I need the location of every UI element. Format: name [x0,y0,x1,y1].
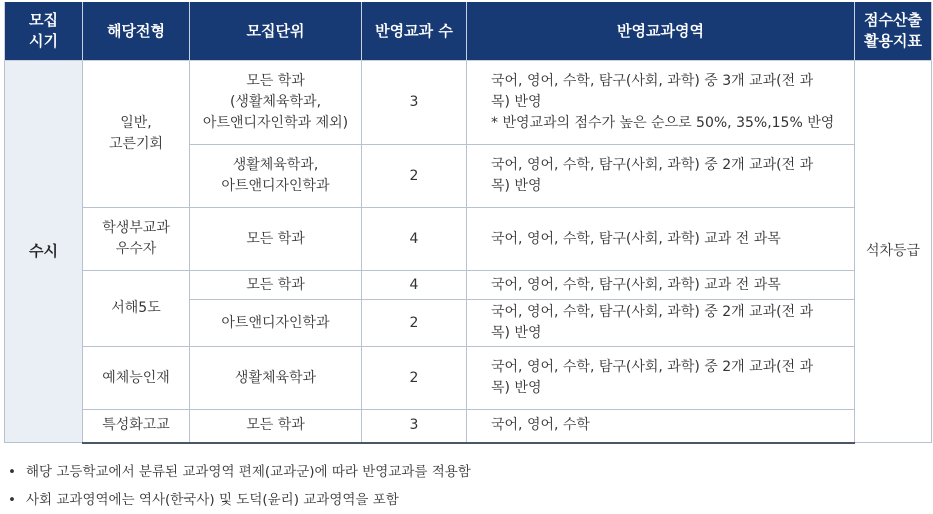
area-cell: 국어, 영어, 수학, 탐구(사회, 과학) 교과 전 과목 [467,208,855,271]
area-cell: 국어, 영어, 수학, 탐구(사회, 과학) 중 2개 교과(전 과 목) 반영 [467,347,855,410]
count-cell: 2 [362,347,467,410]
area-cell: 국어, 영어, 수학 [467,410,855,443]
type-cell: 서해5도 [83,271,190,347]
unit-cell: 아트앤디자인학과 [190,300,362,347]
count-cell: 4 [362,271,467,300]
unit-cell: 모든 학과 [190,208,362,271]
footnote-item [8,458,471,486]
type-cell: 특성화고교 [83,410,190,443]
type-cell: 예체능인재 [83,347,190,410]
table-row [5,61,932,145]
table-row [5,347,932,410]
footnote-text: 사회 교과영역에는 역사(한국사) 및 도덕(윤리) 교과영역을 포함 [26,492,399,508]
table-row [5,208,932,271]
table-header-row [5,2,932,61]
type-cell: 일반, 고른기회 [83,61,190,208]
bullet-icon: • [8,464,16,480]
header-time: 모집 시기 [5,2,83,61]
time-cell: 수시 [5,61,83,443]
header-type: 해당전형 [83,2,190,61]
count-cell: 3 [362,410,467,443]
unit-cell: 생활체육학과, 아트앤디자인학과 [190,145,362,208]
footnote-text: 해당 고등학교에서 분류된 교과영역 편제(교과군)에 따라 반영교과를 적용함 [26,464,471,480]
unit-cell: 생활체육학과 [190,347,362,410]
area-cell: 국어, 영어, 수학, 탐구(사회, 과학) 중 3개 교과(전 과 목) 반영 * 반영교과의 점수가 높은 순으로 50%, 35%,15% 반영 [467,61,855,145]
header-area: 반영교과영역 [467,2,855,61]
type-cell: 학생부교과 우수자 [83,208,190,271]
index-cell: 석차등급 [855,61,932,443]
area-cell: 국어, 영어, 수학, 탐구(사회, 과학) 중 2개 교과(전 과 목) 반영 [467,145,855,208]
count-cell: 2 [362,145,467,208]
count-cell: 2 [362,300,467,347]
area-cell: 국어, 영어, 수학, 탐구(사회, 과학) 교과 전 과목 [467,271,855,300]
admission-subjects-table [4,2,932,444]
unit-cell: 모든 학과 [190,410,362,443]
footnote-item [8,486,471,514]
header-index: 점수산출 활용지표 [855,2,932,61]
footnotes [8,458,471,514]
count-cell: 4 [362,208,467,271]
area-cell: 국어, 영어, 수학, 탐구(사회, 과학) 중 2개 교과(전 과 목) 반영 [467,300,855,347]
table-row [5,271,932,300]
table-row [5,410,932,443]
bullet-icon: • [8,492,16,508]
count-cell: 3 [362,61,467,145]
unit-cell: 모든 학과 (생활체육학과, 아트앤디자인학과 제외) [190,61,362,145]
unit-cell: 모든 학과 [190,271,362,300]
header-unit: 모집단위 [190,2,362,61]
header-count: 반영교과 수 [362,2,467,61]
